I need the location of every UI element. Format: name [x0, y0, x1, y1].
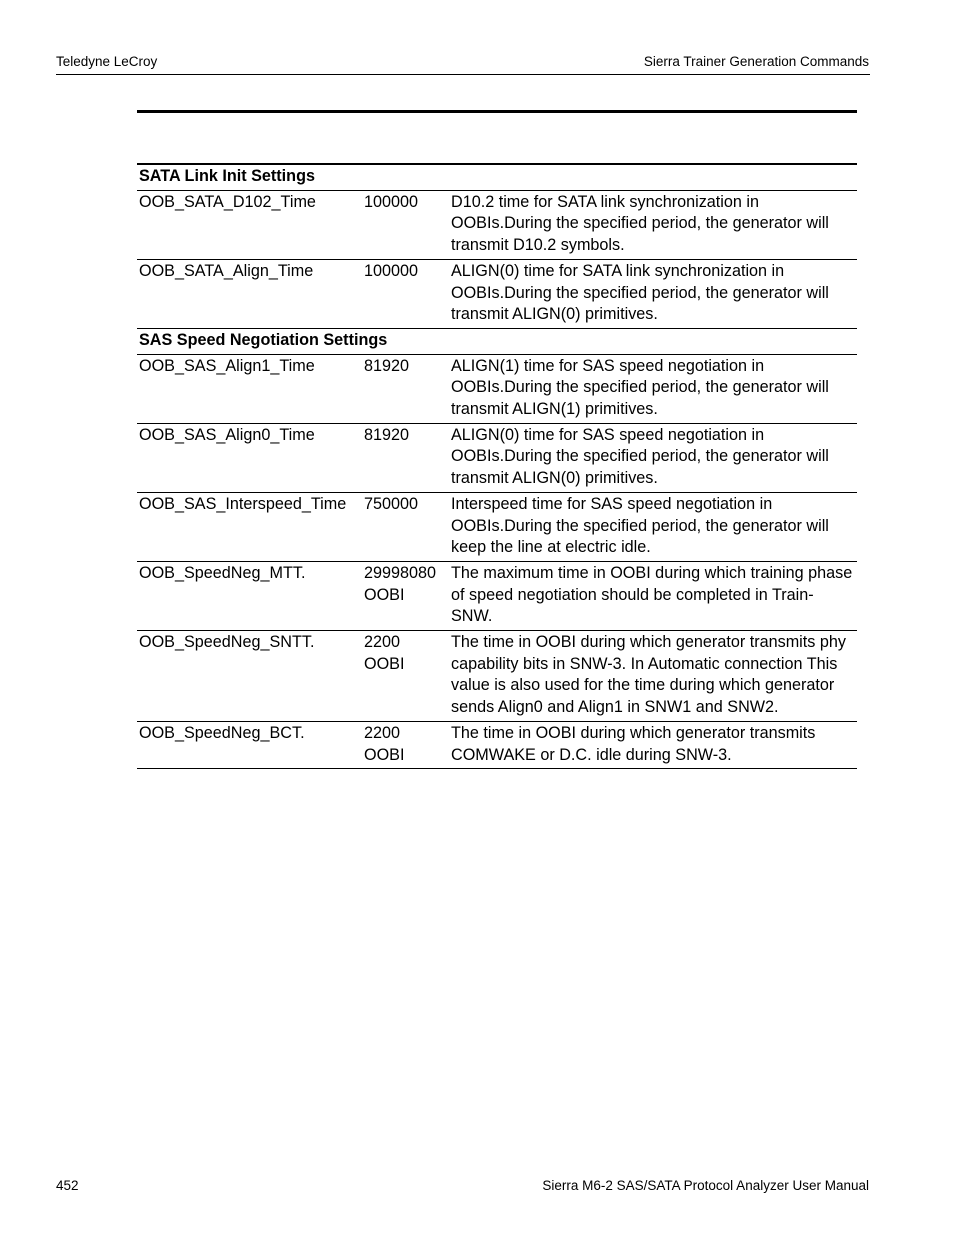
param-description: The maximum time in OOBI during which training phase of speed negotiation should be completed in Train-SNW.	[449, 561, 857, 630]
param-default: 2200 OOBI	[362, 631, 449, 722]
section-title: SAS Speed Negotiation Settings	[137, 328, 857, 354]
param-default: 2200 OOBI	[362, 721, 449, 768]
param-description: ALIGN(0) time for SAS speed negotiation in OOBIs.During the specified period, the generator will transmit ALIGN(0) primitives.	[449, 423, 857, 492]
param-description: D10.2 time for SATA link synchronization in OOBIs.During the specified period, the generator will transmit D10.2 symbols.	[449, 190, 857, 259]
table-row	[137, 190, 857, 259]
param-description: Interspeed time for SAS speed negotiation in OOBIs.During the specified period, the generator will keep the line at electric idle.	[449, 492, 857, 561]
param-default: 100000	[362, 259, 449, 328]
param-default: 81920	[362, 423, 449, 492]
section-header-row	[137, 328, 857, 354]
param-description: The time in OOBI during which generator transmits phy capability bits in SNW-3. In Automatic connection This value is also used for the time during which generator sends Align0 and Align1 in SNW1 and SNW2.	[449, 631, 857, 722]
param-name: OOB_SAS_Align1_Time	[137, 354, 362, 423]
param-default: 81920	[362, 354, 449, 423]
section-top-rule	[137, 110, 857, 113]
running-header-chapter: Sierra Trainer Generation Commands	[643, 54, 869, 69]
param-name: OOB_SpeedNeg_SNTT.	[137, 631, 362, 722]
param-default: 750000	[362, 492, 449, 561]
table-row	[137, 259, 857, 328]
param-name: OOB_SpeedNeg_BCT.	[137, 721, 362, 768]
param-description: ALIGN(0) time for SATA link synchronization in OOBIs.During the specified period, the generator will transmit ALIGN(0) primitives.	[449, 259, 857, 328]
table-row	[137, 561, 857, 630]
section-header-row	[137, 164, 857, 190]
running-header-company: Teledyne LeCroy	[56, 54, 158, 69]
param-default: 29998080 OOBI	[362, 561, 449, 630]
param-default: 100000	[362, 190, 449, 259]
section-title: SATA Link Init Settings	[139, 167, 315, 185]
page-number: 452	[56, 1178, 79, 1193]
table-row	[137, 354, 857, 423]
param-name: OOB_SATA_D102_Time	[137, 190, 362, 259]
param-name: OOB_SAS_Interspeed_Time	[137, 492, 362, 561]
table-row	[137, 631, 857, 722]
running-footer-title: Sierra M6-2 SAS/SATA Protocol Analyzer User Manual	[542, 1178, 869, 1193]
param-description: ALIGN(1) time for SAS speed negotiation in OOBIs.During the specified period, the generator will transmit ALIGN(1) primitives.	[449, 354, 857, 423]
table-row	[137, 492, 857, 561]
param-description: The time in OOBI during which generator transmits COMWAKE or D.C. idle during SNW-3.	[449, 721, 857, 768]
table-row	[137, 423, 857, 492]
param-name: OOB_SATA_Align_Time	[137, 259, 362, 328]
param-name: OOB_SpeedNeg_MTT.	[137, 561, 362, 630]
parameters-table	[137, 163, 857, 769]
param-name: OOB_SAS_Align0_Time	[137, 423, 362, 492]
table-row	[137, 721, 857, 768]
header-divider	[56, 74, 870, 75]
